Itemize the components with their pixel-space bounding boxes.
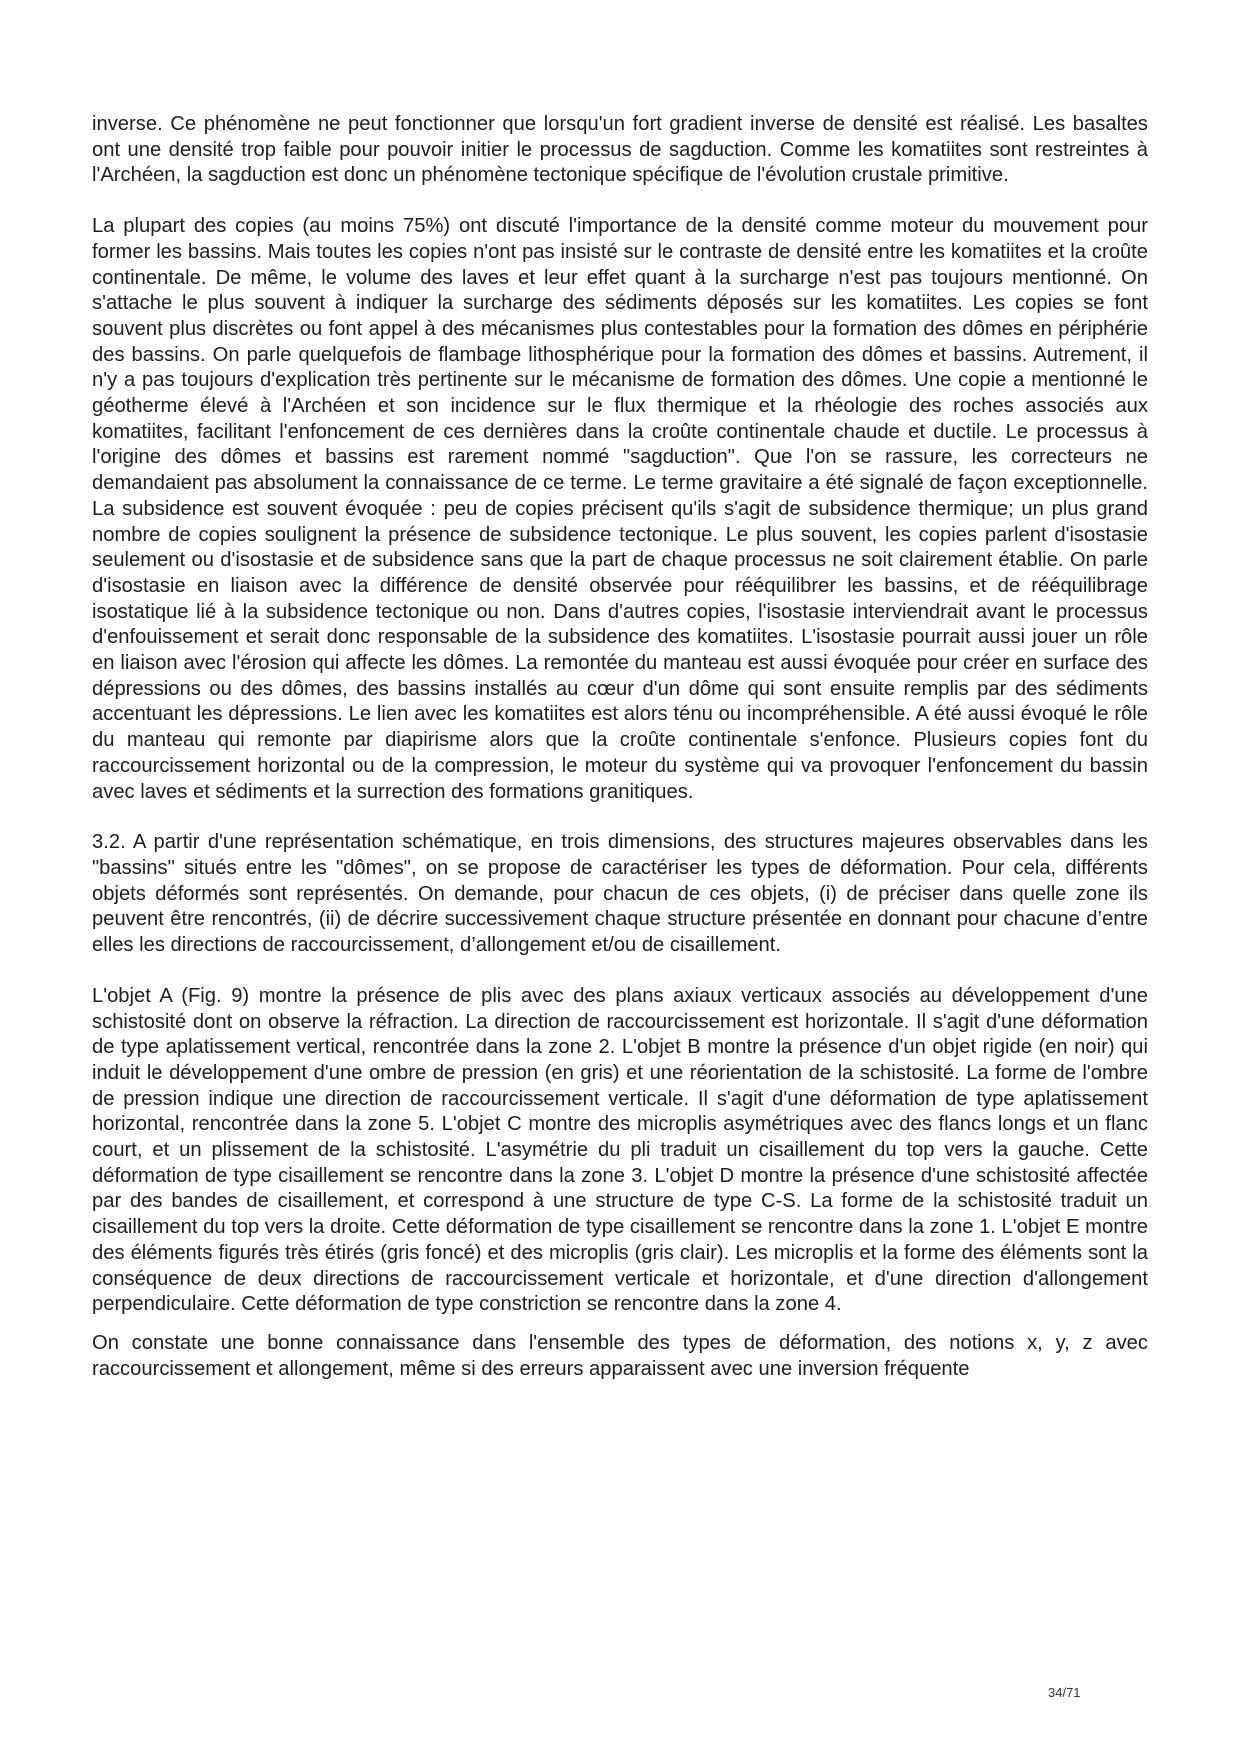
paragraph-sagduction-intro: inverse. Ce phénomène ne peut fonctionner que lorsqu'un fort gradient inverse de densité est réalisé. Les basaltes ont une densité trop faible pour pouvoir initier le processus de sagduction. Comme les komatiites sont restreintes à l'Archéen, la sagduction est donc un phénomène tectonique spécifique de l'évolution crustale primitive. <box>92 113 1148 187</box>
paragraph-copies-discussion: La plupart des copies (au moins 75%) ont discuté l'importance de la densité comme moteur du mouvement pour former les bassins. Mais toutes les copies n'ont pas insisté sur le contraste de densité entre les komatiites et la croûte continentale. De même, le volume des laves et leur effet quant à la surcharge n'est pas toujours mentionné. On s'attache le plus souvent à indiquer la surcharge des sédiments déposés sur les komatiites. Les copies se font souvent plus discrètes ou font appel à des mécanismes plus contestables pour la formation des dômes en périphérie des bassins. On parle quelquefois de flambage lithosphérique pour la formation des dômes et bassins. Autrement, il n'y a pas toujours d'explication très pertinente sur le mécanisme de formation des dômes. Une copie a mentionné le géotherme élevé à l'Archéen et son incidence sur le flux thermique et la rhéologie des roches associés aux komatiites, facilitant l'enfoncement de ces dernières dans la croûte continentale chaude et ductile. Le processus à l'origine des dômes et bassins est rarement nommé "sagduction". Que l'on se rassure, les correcteurs ne demandaient pas absolument la connaissance de ce terme. Le terme gravitaire a été signalé de façon exceptionnelle. La subsidence est souvent évoquée : peu de copies précisent qu'ils s'agit de subsidence thermique; un plus grand nombre de copies soulignent la présence de subsidence tectonique. Le plus souvent, les copies parlent d'isostasie seulement ou d'isostasie et de subsidence sans que la part de chaque processus ne soit clairement établie. On parle d'isostasie en liaison avec la différence de densité observée pour rééquilibrer les bassins, et de rééquilibrage isostatique lié à la subsidence tectonique ou non. Dans d'autres copies, l'isostasie interviendrait avant le processus d'enfouissement et serait donc responsable de la subsidence des komatiites. L'isostasie pourrait aussi jouer un rôle en liaison avec l'érosion qui affecte les dômes. La remontée du manteau est aussi évoquée pour créer en surface des dépressions ou des dômes, des bassins installés au cœur d'un dôme qui sont ensuite remplis par des sédiments accentuant les dépressions. Le lien avec les komatiites est alors ténu ou incompréhensible. A été aussi évoqué le rôle du manteau qui remonte par diapirisme alors que la croûte continentale s'enfonce. Plusieurs copies font du raccourcissement horizontal ou de la compression, le moteur du système qui va provoquer l'enfoncement du bassin avec laves et sédiments et la surrection des formations granitiques. <box>92 215 1148 803</box>
paragraph-objects-deformation: L'objet A (Fig. 9) montre la présence de plis avec des plans axiaux verticaux associés au développement d'une schistosité dont on observe la réfraction. La direction de raccourcissement est horizontale. Il s'agit d'une déformation de type aplatissement vertical, rencontrée dans la zone 2. L'objet B montre la présence d'un objet rigide (en noir) qui induit le développement d'une ombre de pression (en gris) et une réorientation de la schistosité. La forme de l'ombre de pression indique une direction de raccourcissement verticale. Il s'agit d'une déformation de type aplatissement horizontal, rencontrée dans la zone 5. L'objet C montre des microplis asymétriques avec des flancs longs et un flanc court, et un plissement de la schistosité. L'asymétrie du pli traduit un cisaillement du top vers la gauche. Cette déformation de type cisaillement se rencontre dans la zone 3. L'objet D montre la présence d'une schistosité affectée par des bandes de cisaillement, et correspond à une structure de type C-S. La forme de la schistosité traduit un cisaillement du top vers la droite. Cette déformation de type cisaillement se rencontre dans la zone 1. L'objet E montre des éléments figurés très étirés (gris foncé) et des microplis (gris clair). Les microplis et la forme des éléments sont la conséquence de deux directions de raccourcissement verticale et horizontale, et d'une direction d'allongement perpendiculaire. Cette déformation de type constriction se rencontre dans la zone 4. <box>92 984 1148 1316</box>
paragraph-question-3-2: 3.2. A partir d'une représentation schématique, en trois dimensions, des structures majeures observables dans les "bassins" situés entre les "dômes", on se propose de caractériser les types de déformation. Pour cela, différents objets déformés sont représentés. On demande, pour chacun de ces objets, (i) de préciser dans quelle zone ils peuvent être rencontrés, (ii) de décrire successivement chaque structure présentée en donnant pour chacune d’entre elles les directions de raccourcissement, d’allongement et/ou de cisaillement. <box>92 831 1148 957</box>
page-number: 34/71 <box>1048 1685 1081 1700</box>
document-body <box>92 112 1148 1382</box>
paragraph-conclusion: On constate une bonne connaissance dans l'ensemble des types de déformation, des notions x, y, z avec raccourcissement et allongement, même si des erreurs apparaissent avec une inversion fréquente <box>92 1331 1148 1380</box>
